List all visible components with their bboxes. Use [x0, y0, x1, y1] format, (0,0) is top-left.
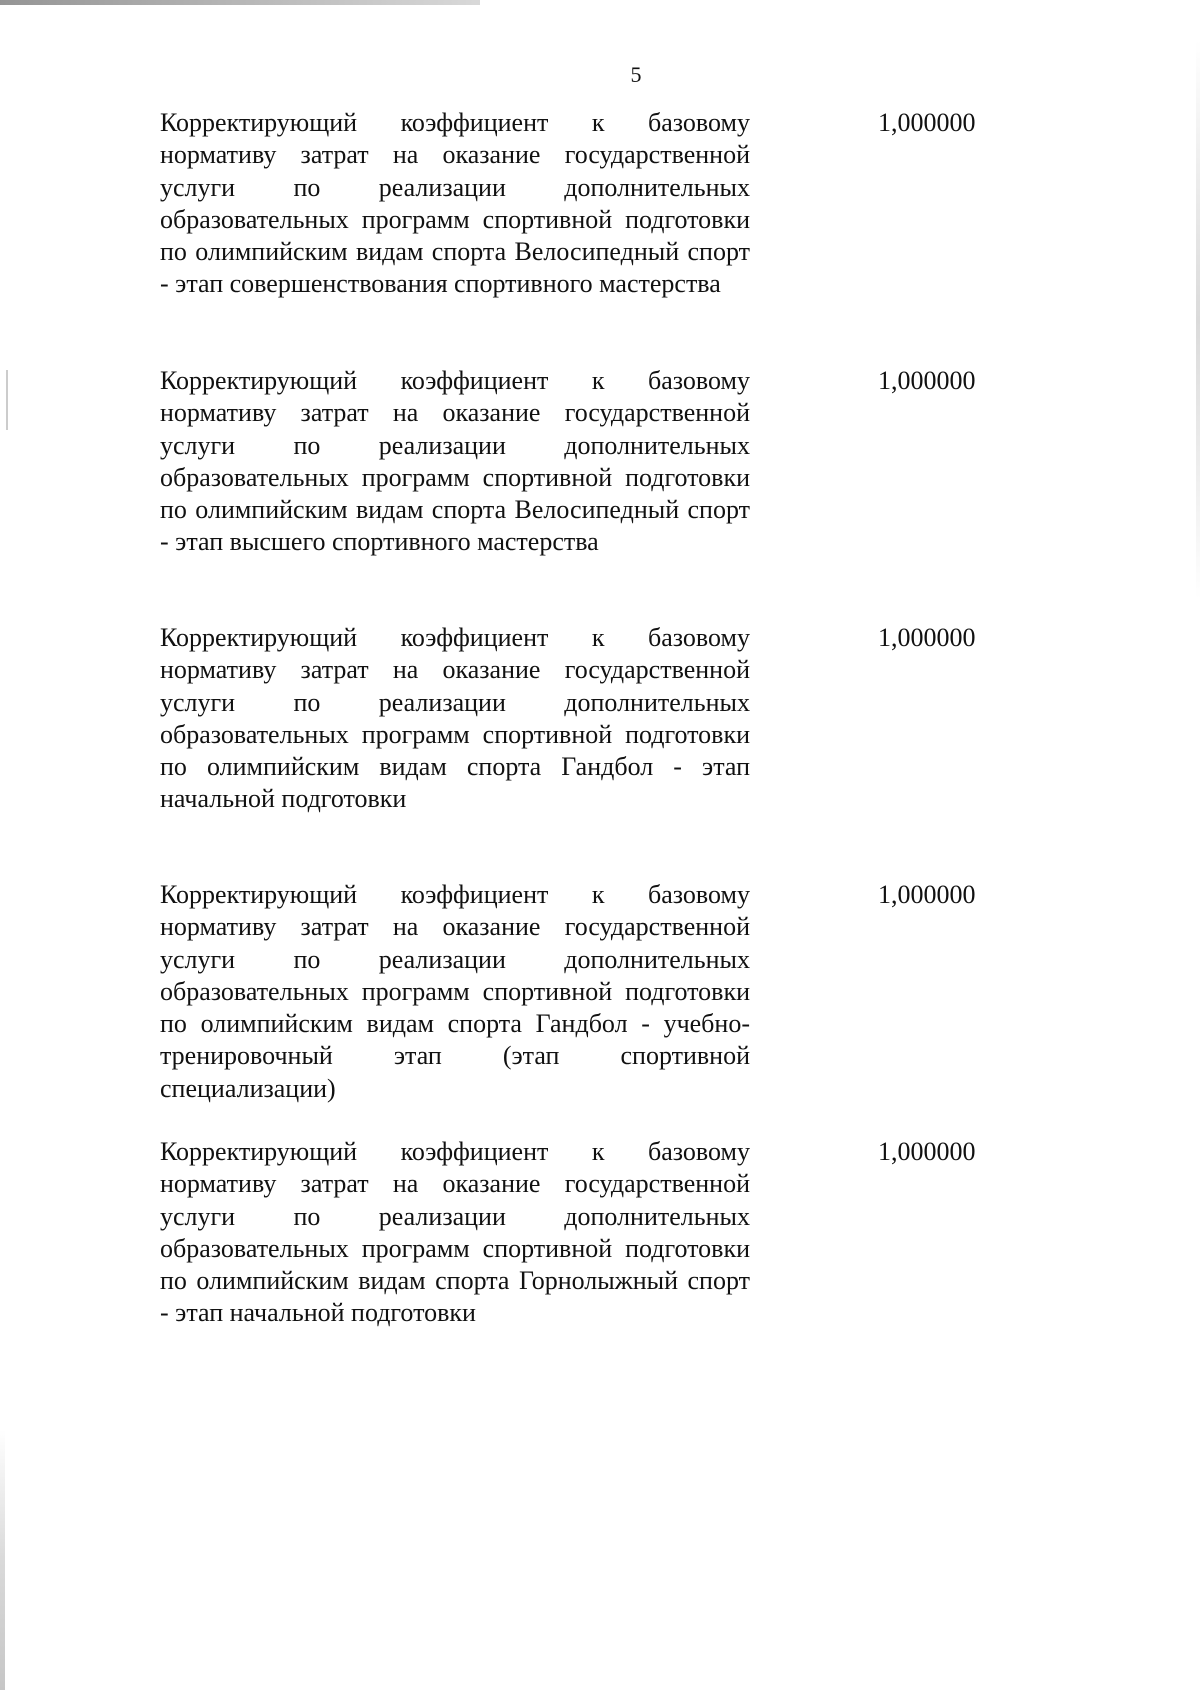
entry-description: Корректирующий коэффициент к базовому нормативу затрат на оказание государственной услуги по реализации дополнительных образовательных программ спортивной подготовки по олимпийским видам спорта Горнолыжный спорт - этап начальной подготовки	[160, 1137, 750, 1328]
coefficient-entry-2	[160, 365, 1160, 559]
entry-value: 1,000000	[878, 108, 976, 137]
coefficient-entry-3	[160, 622, 1160, 816]
coefficient-entry-1	[160, 107, 1160, 301]
entry-value: 1,000000	[878, 880, 976, 909]
entry-description: Корректирующий коэффициент к базовому нормативу затрат на оказание государственной услуги по реализации дополнительных образовательных программ спортивной подготовки по олимпийским видам спорта Гандбол - учебно-тренировочный этап (этап спортивной специализации)	[160, 880, 750, 1103]
entry-value: 1,000000	[878, 623, 976, 652]
entry-description: Корректирующий коэффициент к базовому нормативу затрат на оказание государственной услуги по реализации дополнительных образовательных программ спортивной подготовки по олимпийским видам спорта Велосипедный спорт - этап совершенствования спортивного мастерства	[160, 108, 750, 299]
scan-edge-right	[1196, 40, 1200, 600]
coefficient-entry-4	[160, 879, 1160, 1105]
entry-value: 1,000000	[878, 366, 976, 395]
entry-description: Корректирующий коэффициент к базовому нормативу затрат на оказание государственной услуги по реализации дополнительных образовательных программ спортивной подготовки по олимпийским видам спорта Велосипедный спорт - этап высшего спортивного мастерства	[160, 366, 750, 557]
entry-description: Корректирующий коэффициент к базовому нормативу затрат на оказание государственной услуги по реализации дополнительных образовательных программ спортивной подготовки по олимпийским видам спорта Гандбол - этап начальной подготовки	[160, 623, 750, 814]
scan-edge-left-mark	[6, 370, 8, 430]
scan-edge-top	[0, 0, 480, 5]
scan-edge-left	[0, 1430, 5, 1690]
coefficient-entry-5	[160, 1136, 1160, 1330]
page-number: 5	[630, 62, 642, 87]
entry-value: 1,000000	[878, 1137, 976, 1166]
